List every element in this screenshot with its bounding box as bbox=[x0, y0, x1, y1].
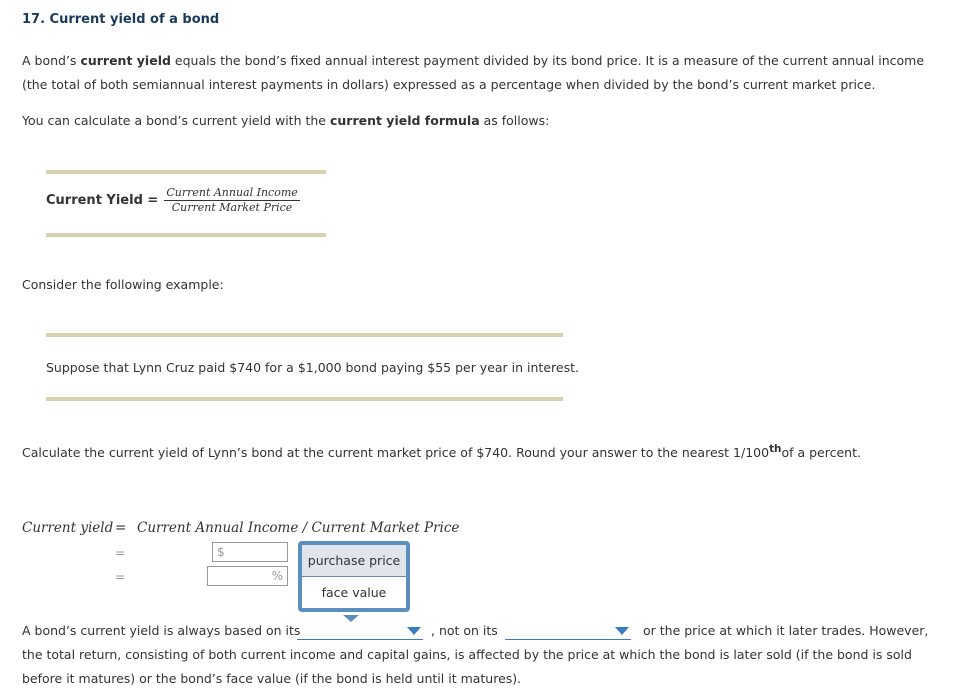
dollar-input[interactable]: $ bbox=[212, 542, 288, 562]
calc-label: Current yield bbox=[22, 520, 114, 536]
text: of a percent. bbox=[781, 445, 861, 461]
equals: = bbox=[115, 569, 126, 584]
text: Current Yield bbox=[46, 193, 143, 208]
text: You can calculate a bond’s current yield with the bbox=[22, 113, 330, 128]
formula-intro bbox=[22, 109, 942, 133]
consider-text: Consider the following example: bbox=[22, 277, 224, 292]
formula-label bbox=[46, 193, 158, 208]
divider bbox=[46, 170, 326, 174]
numerator: Current Annual Income bbox=[166, 186, 298, 199]
text: = bbox=[147, 193, 159, 208]
question-text bbox=[22, 437, 942, 465]
dropdown-menu bbox=[298, 541, 410, 612]
text: or the price at which it later trades. However, bbox=[643, 623, 929, 638]
menu-pointer bbox=[343, 615, 359, 622]
text: , not on its bbox=[431, 623, 498, 638]
option-purchase-price[interactable]: purchase price bbox=[302, 545, 406, 577]
text: the total return, consisting of both current income and capital gains, is affected by the price at which the bond is later sold (if the bond is sold before it matures) or the bond’s face value (if the bond is held until it matures). bbox=[22, 647, 912, 686]
text: Calculate the current yield of Lynn’s bond at the current market price of $740. Round your answer to the nearest 1/100 bbox=[22, 445, 770, 461]
text: A bond’s current yield is always based on its bbox=[22, 623, 301, 638]
chevron-down-icon bbox=[407, 627, 421, 635]
text: as follows: bbox=[479, 113, 550, 128]
option-face-value[interactable]: face value bbox=[321, 585, 387, 600]
question-title: 17. Current yield of a bond bbox=[22, 12, 220, 27]
chevron-down-icon bbox=[615, 627, 629, 635]
formula-fraction bbox=[164, 186, 299, 215]
text: A bond’s bbox=[22, 53, 81, 68]
divider bbox=[46, 233, 326, 237]
divider bbox=[46, 397, 563, 401]
text: equals the bond’s fixed annual interest payment divided by its bond price. It is a measure of the current annual income (the total of both semiannual interest payments in dollars) expressed as a percentage when divided by the bond’s current market price. bbox=[22, 53, 925, 92]
calc-formula: Current Annual Income / Current Market Price bbox=[137, 520, 460, 536]
percent-input[interactable]: % bbox=[207, 566, 288, 586]
term: current yield bbox=[80, 53, 171, 68]
denominator: Current Market Price bbox=[171, 201, 293, 214]
dropdown-2[interactable] bbox=[505, 623, 631, 640]
formula-row bbox=[46, 186, 300, 215]
equals: = bbox=[115, 545, 126, 560]
term: current yield formula bbox=[329, 113, 480, 128]
divider bbox=[46, 333, 563, 337]
equals: = bbox=[115, 520, 127, 536]
intro-paragraph bbox=[22, 49, 942, 97]
example-text: Suppose that Lynn Cruz paid $740 for a $1,000 bond paying $55 per year in interest. bbox=[46, 360, 579, 375]
dropdown-1[interactable] bbox=[297, 623, 423, 640]
text: th bbox=[769, 443, 782, 455]
